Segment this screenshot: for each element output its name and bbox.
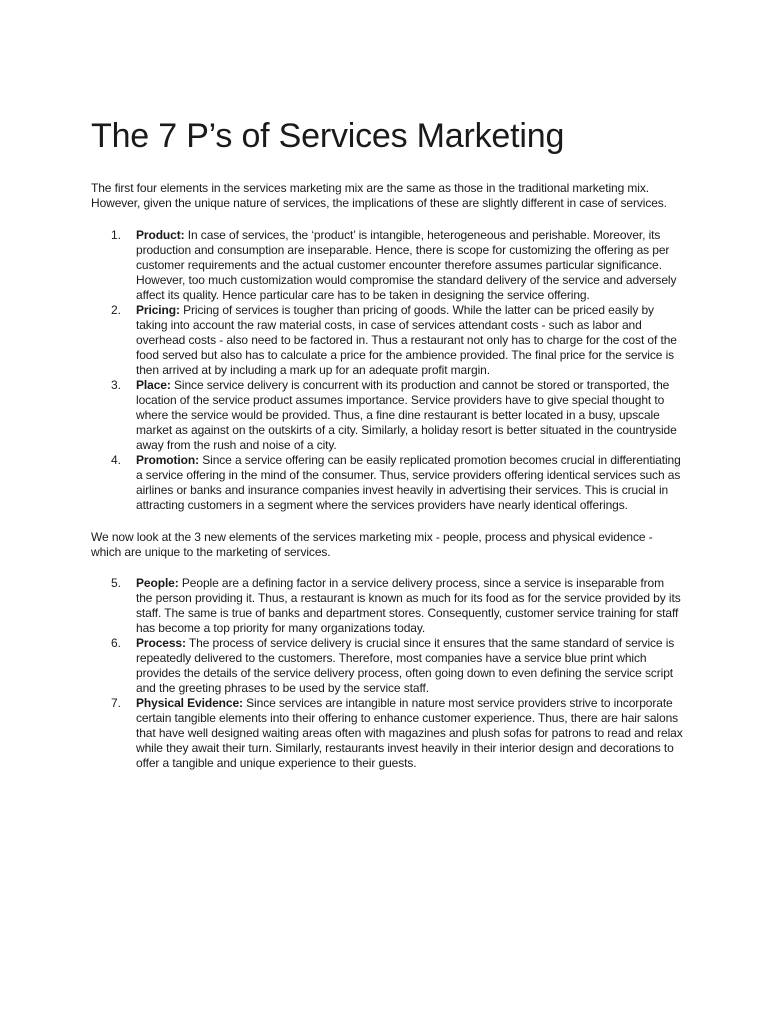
list-number: 4. <box>111 453 121 467</box>
spacer <box>91 560 683 576</box>
list-number: 2. <box>111 303 121 317</box>
list-term: People: <box>136 576 179 590</box>
list-text: Since services are intangible in nature most service providers strive to incorporate certain tangible elements into their offering to enhance customer experience. Thus, there are hair salons that have well designed waiting areas often with magazines and plush sofas for patrons to read and relax while they await their turn. Similarly, restaurants invest heavily in their interior design and decorations to offer a tangible and unique experience to their guests. <box>136 696 683 770</box>
list-text: The process of service delivery is crucial since it ensures that the same standard of service is repeatedly delivered to the customers. Therefore, most companies have a service blue print which provides the details of the service delivery process, often going down to even defining the service script and the greeting phrases to be used by the service staff. <box>136 636 675 695</box>
list-number: 6. <box>111 636 121 650</box>
spacer <box>91 211 683 228</box>
list-text: Since a service offering can be easily replicated promotion becomes crucial in differentiating a service offering in the mind of the consumer. Thus, service providers offering identical services such as airlines or banks and insurance companies invest heavily in advertising their services. This is crucial in attracting customers in a segment where the services providers have nearly identical offerings. <box>136 453 681 512</box>
list-item <box>91 696 683 771</box>
list-item <box>91 453 683 513</box>
page-title: The 7 P’s of Services Marketing <box>91 117 565 155</box>
document-page <box>91 114 683 771</box>
list-term: Promotion: <box>136 453 199 467</box>
list-number: 3. <box>111 378 121 392</box>
list-item <box>91 636 683 696</box>
spacer <box>91 513 683 530</box>
list-text: People are a defining factor in a service delivery process, since a service is inseparable from the person providing it. Thus, a restaurant is known as much for its food as for the service provided by its staff. The same is true of banks and department stores. Consequently, customer service training for staff has become a top priority for many organizations today. <box>136 576 681 635</box>
list-item <box>91 303 683 378</box>
list-item <box>91 576 683 636</box>
list-text: In case of services, the ‘product’ is intangible, heterogeneous and perishable. Moreover, its production and consumption are inseparable. Hence, there is scope for customizing the offering as per customer requirements and the actual customer encounter therefore assumes particular significance. However, too much customization would compromise the standard delivery of the service and adversely affect its quality. Hence particular care has to be taken in designing the service offering. <box>136 228 677 302</box>
list-text: Since service delivery is concurrent with its production and cannot be stored or transported, the location of the service product assumes importance. Service providers have to give special thought to where the service would be provided. Thus, a fine dine restaurant is better located in a busy, upscale market as against on the outskirts of a city. Similarly, a holiday resort is better situated in the countryside away from the rush and noise of a city. <box>136 378 677 452</box>
list-number: 1. <box>111 228 121 242</box>
transition-paragraph: We now look at the 3 new elements of the services marketing mix - people, process and physical evidence - which are unique to the marketing of services. <box>91 530 653 559</box>
list-term: Product: <box>136 228 185 242</box>
list-term: Place: <box>136 378 171 392</box>
list-number: 5. <box>111 576 121 590</box>
list-number: 7. <box>111 696 121 710</box>
list-item <box>91 228 683 303</box>
list-text: Pricing of services is tougher than pricing of goods. While the latter can be priced easily by taking into account the raw material costs, in case of services attendant costs - such as labor and overhead costs - also need to be factored in. Thus a restaurant not only has to charge for the cost of the food served but also has to calculate a price for the ambience provided. The final price for the service is then arrived at by including a mark up for an adequate profit margin. <box>136 303 677 377</box>
marketing-mix-list-1 <box>91 228 683 513</box>
list-term: Pricing: <box>136 303 180 317</box>
list-term: Physical Evidence: <box>136 696 243 710</box>
list-term: Process: <box>136 636 186 650</box>
list-item <box>91 378 683 453</box>
marketing-mix-list-2 <box>91 576 683 771</box>
intro-paragraph: The first four elements in the services marketing mix are the same as those in the traditional marketing mix. However, given the unique nature of services, the implications of these are slightly different in case of services. <box>91 181 667 210</box>
